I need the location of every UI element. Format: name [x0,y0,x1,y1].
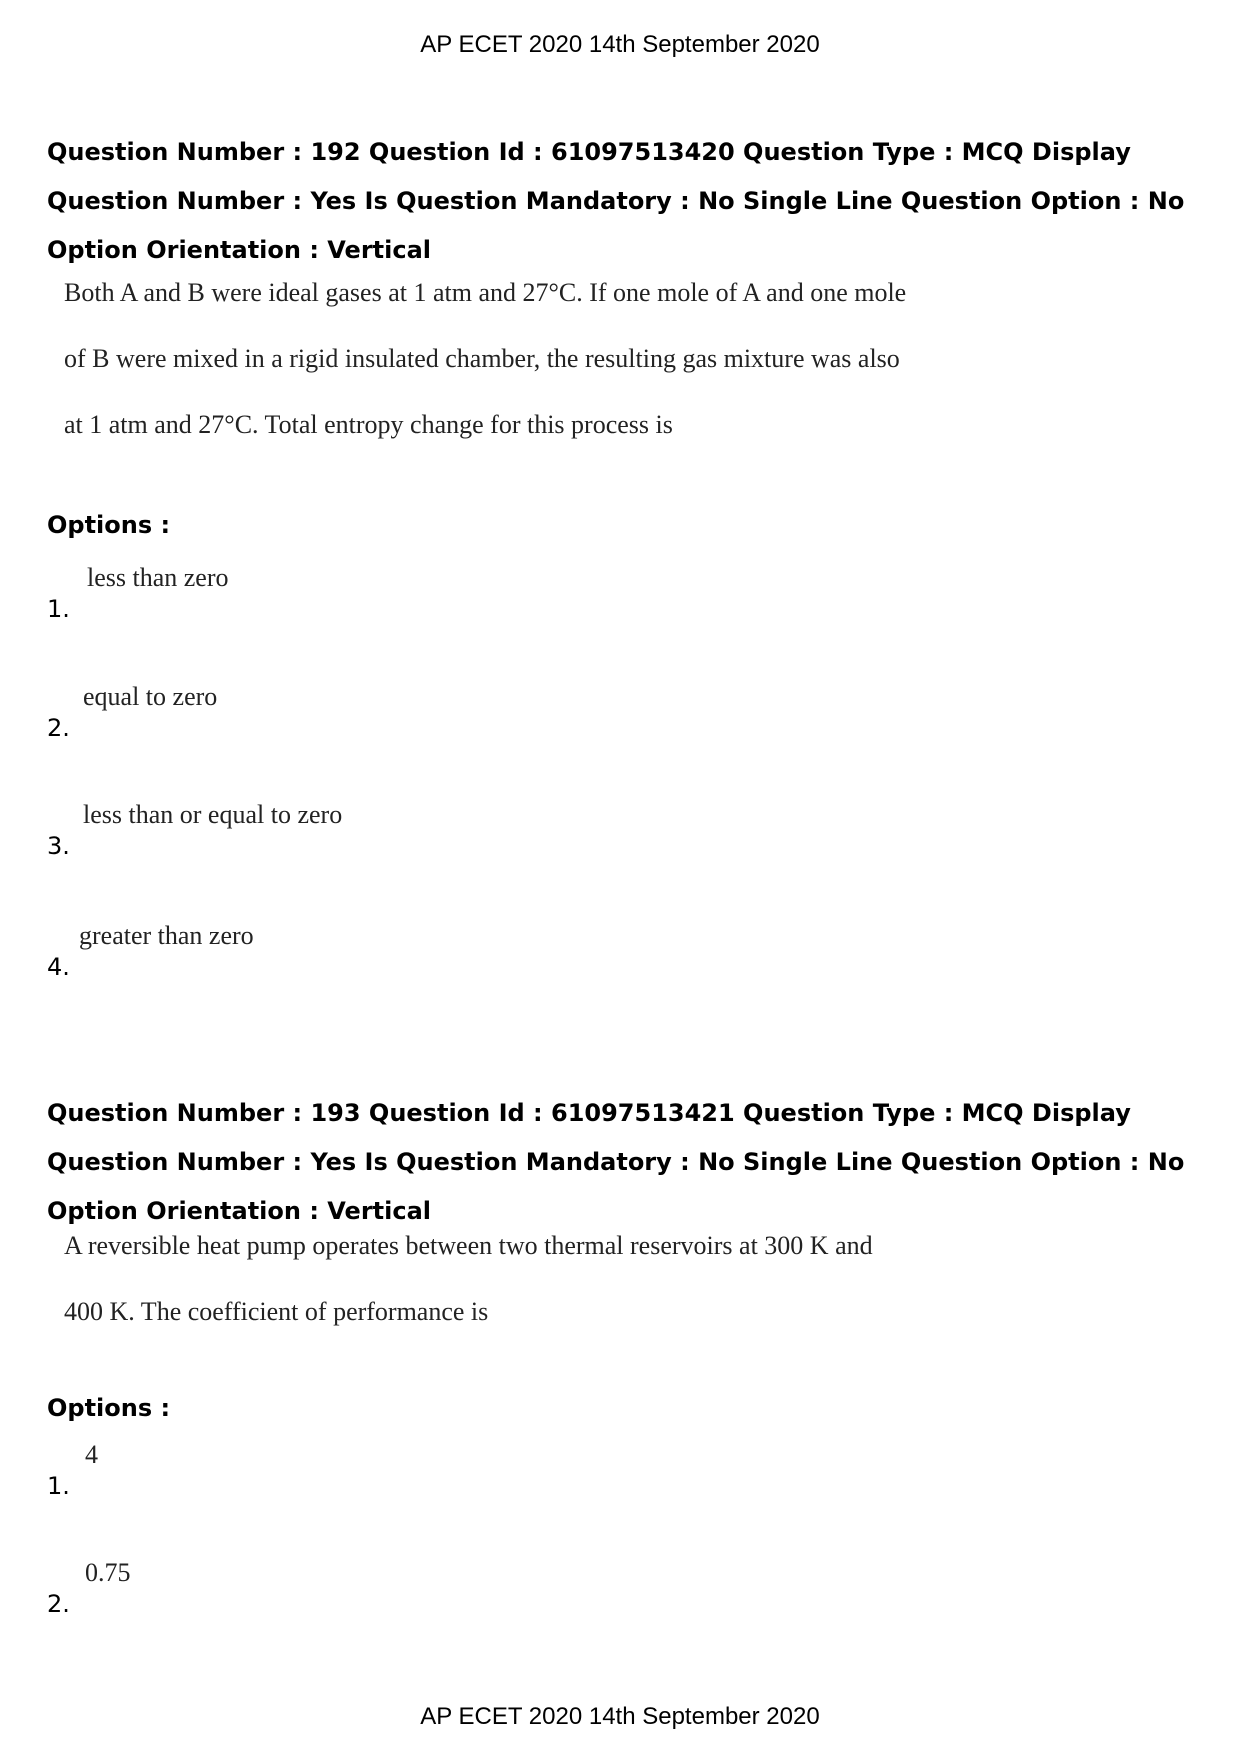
page-header: AP ECET 2020 14th September 2020 [420,31,820,58]
option-text: 0.75 [85,1558,131,1587]
question-text-line: at 1 atm and 27°C. Total entropy change for this process is [64,410,673,439]
option-text: less than or equal to zero [83,800,343,829]
option-3[interactable] [47,800,647,860]
option-2[interactable] [47,682,647,742]
question-192-text [64,260,964,458]
question-193-text [64,1213,964,1345]
option-number: 2. [47,1590,70,1618]
option-number: 4. [47,953,70,981]
question-192-meta: Question Number : 192 Question Id : 61097513420 Question Type : MCQ Display Question Number : Yes Is Question Mandatory : No Single Line Question Option : No Option Orientation : Vertical [47,138,1185,264]
question-text-line: 400 K. The coefficient of performance is [64,1297,489,1326]
option-text: equal to zero [83,682,218,711]
option-4[interactable] [47,921,647,981]
question-193-meta: Question Number : 193 Question Id : 61097513421 Question Type : MCQ Display Question Number : Yes Is Question Mandatory : No Single Line Question Option : No Option Orientation : Vertical [47,1099,1185,1225]
option-number: 2. [47,714,70,742]
option-2[interactable] [47,1558,647,1618]
question-text-line: A reversible heat pump operates between two thermal reservoirs at 300 K and [64,1231,873,1260]
options-label: Options : [47,511,171,539]
question-text-line: of B were mixed in a rigid insulated chamber, the resulting gas mixture was also [64,344,900,373]
option-text: 4 [85,1440,98,1469]
option-1[interactable] [47,1440,647,1500]
page-footer: AP ECET 2020 14th September 2020 [420,1703,820,1730]
option-1[interactable] [47,563,647,623]
option-number: 3. [47,832,70,860]
options-label: Options : [47,1394,171,1422]
option-number: 1. [47,595,70,623]
question-text-line: Both A and B were ideal gases at 1 atm and 27°C. If one mole of A and one mole [64,278,907,307]
option-text: greater than zero [79,921,254,950]
option-number: 1. [47,1472,70,1500]
option-text: less than zero [87,563,229,592]
